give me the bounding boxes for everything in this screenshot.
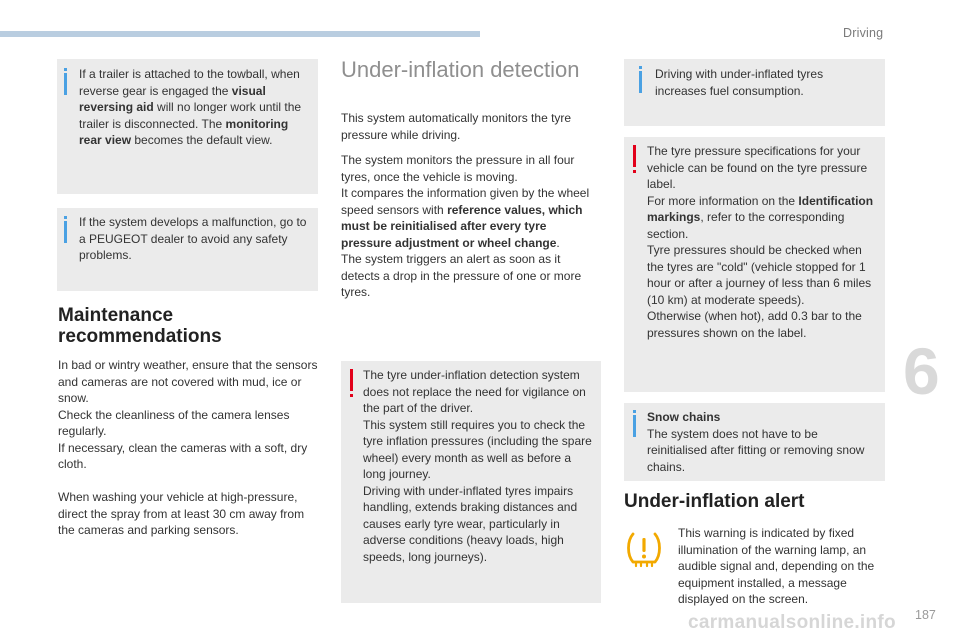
snow-chains-info-box [624,403,885,481]
washing-text: When washing your vehicle at high-pressure, direct the spray from at least 30 cm away from the cameras and parking sensors. [58,490,305,537]
info-icon [639,71,642,93]
snow-chains-text: Snow chains The system does not have to be reinitialised after fitting or removing snow chains. [647,410,865,474]
vigilance-warning-box [341,361,601,603]
malfunction-note-text: If the system develops a malfunction, go to a PEUGEOT dealer to avoid any safety problems. [79,215,307,262]
page-number: 187 [915,608,936,622]
system-details-text: The system monitors the pressure in all four tyres, once the vehicle is moving. It compares the information given by the wheel speed sensors with reference values, which must be reinitialised after every tyre pressure adjustment or wheel change. The system triggers an alert as soon as it detects a drop in the pressure of one or more tyres. [341,153,590,299]
trailer-info-box [57,59,318,194]
top-accent-bar [0,31,480,37]
maintenance-text: In bad or wintry weather, ensure that the sensors and cameras are not covered with mud, ice or snow. Check the cleanliness of the camera lenses regularly. If necessary, clean the cameras with a soft, dry cloth. [58,358,318,471]
tyre-under-inflation-warning-icon [624,528,664,568]
fuel-info-box [624,59,885,126]
pressure-warning-text: The tyre pressure specifications for your vehicle can be found on the tyre pressure label. For more information on the Identification markings, refer to the corresponding section. Tyre pressures should be checked when the tyres are "cold" (vehicle stopped for 1 hour or after a journey of less than 6 miles (10 km) at moderate speeds). Otherwise (when hot), add 0.3 bar to the pressures shown on the label. [647,144,874,340]
pressure-warning-box [624,137,885,392]
vigilance-warning-text: The tyre under-inflation detection system does not replace the need for vigilance on the part of the driver. This system still requires you to check the tyre inflation pressures (including the spare wheel) every month as well as before a long journey. Driving with under-inflated tyres impairs handling, extends braking distances and causes early tyre wear, particularly in adverse conditions (heavy loads, high speeds, long journeys). [363,368,592,564]
malfunction-info-box [57,208,318,291]
under-inflation-title: Under-inflation detection [341,57,580,82]
chapter-number: 6 [903,334,940,408]
alert-text: This warning is indicated by fixed illumination of the warning lamp, an audible signal and, depending on the equipment installed, a message displayed on the screen. [678,526,875,606]
system-intro-text: This system automatically monitors the tyre pressure while driving. [341,111,572,142]
info-icon [64,221,67,243]
trailer-note-text: If a trailer is attached to the towball, when reverse gear is engaged the visual reversing aid will no longer work until the trailer is disconnected. The monitoring rear view becomes the default view. [79,67,302,147]
warning-icon [633,145,636,167]
warning-icon [350,369,353,391]
section-label: Driving [843,26,884,40]
under-inflation-alert-title: Under-inflation alert [624,491,805,512]
maintenance-title: Maintenance recommendations [58,305,222,347]
info-icon [64,73,67,95]
fuel-note-text: Driving with under-inflated tyres increases fuel consumption. [655,67,824,98]
info-icon [633,415,636,437]
watermark: carmanualsonline.info [688,612,896,633]
